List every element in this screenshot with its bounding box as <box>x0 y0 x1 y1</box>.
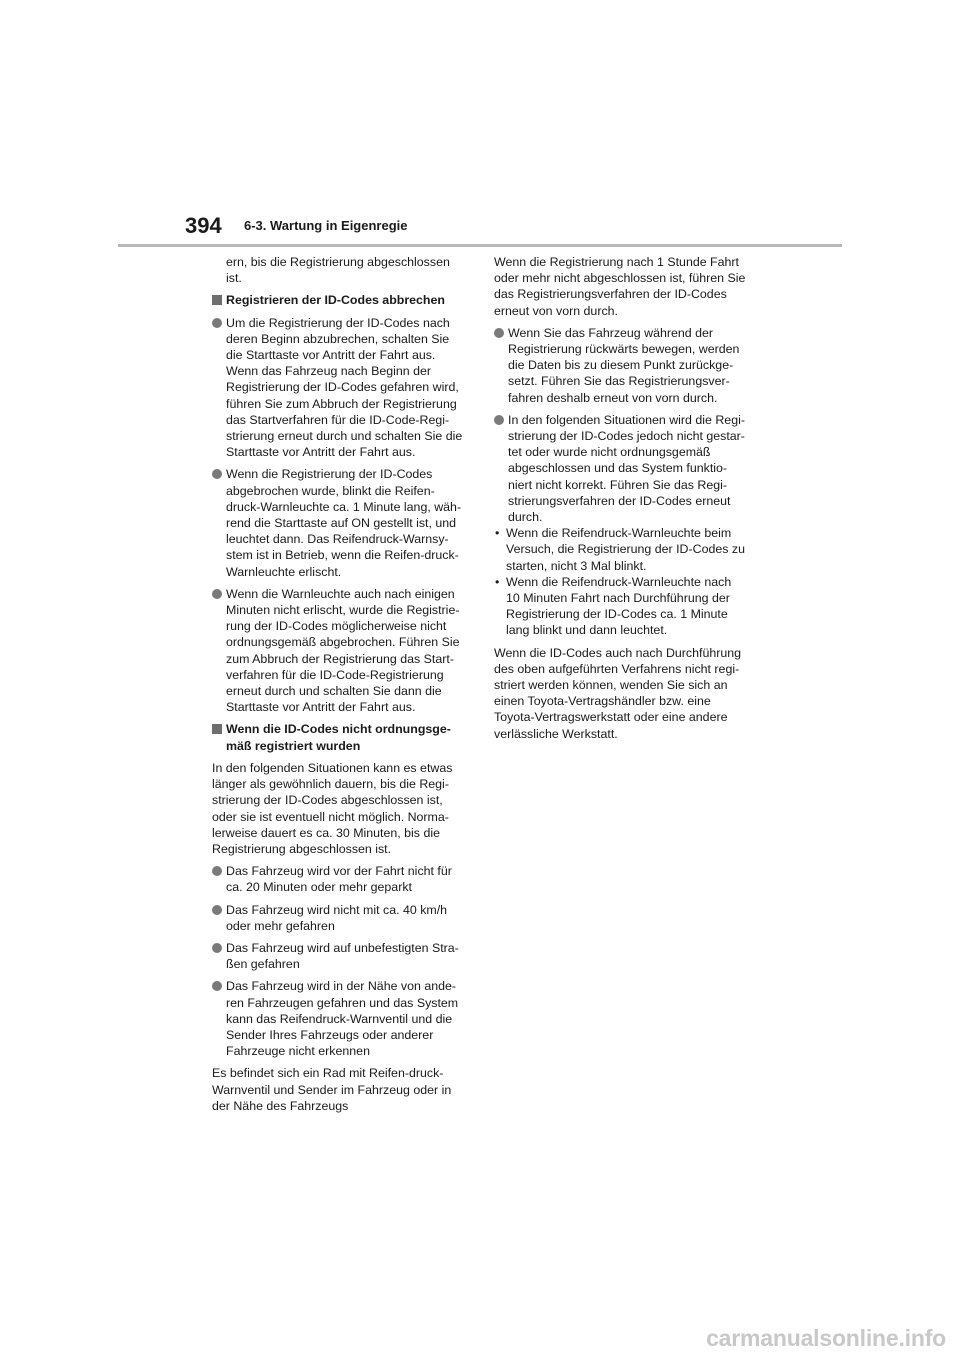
list-item-text: Das Fahrzeug wird vor der Fahrt nicht für ca. 20 Minuten oder mehr geparkt <box>226 864 452 895</box>
dash-bullet-icon: • <box>495 574 500 589</box>
circle-bullet-icon <box>212 318 222 328</box>
circle-bullet-icon <box>212 905 222 915</box>
circle-bullet-icon <box>494 328 504 338</box>
heading-abort-registration <box>212 292 464 308</box>
paragraph: Es befindet sich ein Rad mit Reifen-druck-Warnventil und Sender im Fahrzeug oder in der Nähe des Fahrzeugs <box>212 1066 452 1113</box>
circle-bullet-icon <box>212 866 222 876</box>
header-rule <box>118 244 842 247</box>
dash-item-text: Wenn die Reifendruck-Warnleuchte beim Versuch, die Registrierung der ID-Codes zu starten, nicht 3 Mal blinkt. <box>506 526 745 573</box>
continuation-text: ern, bis die Registrierung abgeschlossen ist. <box>226 255 450 286</box>
list-item-text: Das Fahrzeug wird auf unbefestigten Stra-ßen gefahren <box>226 940 459 972</box>
list-item <box>212 978 464 1059</box>
list-item <box>212 863 464 895</box>
list-item <box>494 325 746 406</box>
list-item-text: Das Fahrzeug wird nicht mit ca. 40 km/h oder mehr gefahren <box>226 902 448 933</box>
paragraph: Wenn die Registrierung nach 1 Stunde Fahrt oder mehr nicht abgeschlossen ist, führen Sie das Registrierungsverfahren der ID-Codes erneut von vorn durch. <box>494 255 746 318</box>
list-item-text: In den folgenden Situationen wird die Regi-strierung der ID-Codes jedoch nicht gestar-tet oder wurde nicht ordnungsgemäß abgeschlossen und das System funktio-niert nicht korrekt. Führen Sie das Regi-strierungsverfahren der ID-Codes erneut durch. <box>508 412 745 525</box>
list-item-text: Das Fahrzeug wird in der Nähe von ande-ren Fahrzeugen gefahren und das System kann das Reifendruck-Warnventil und die Sender Ihres Fahrzeugs oder anderer Fahrzeuge nicht erkennen <box>226 979 459 1059</box>
paragraph: In den folgenden Situationen kann es etwas länger als gewöhnlich dauern, bis die Regi-strierung der ID-Codes abgeschlossen ist, oder sie ist eventuell nicht möglich. Norma-lerweise dauert es ca. 30 Minuten, bis die Registrierung abgeschlossen ist. <box>212 760 453 856</box>
circle-bullet-icon <box>212 943 222 953</box>
circle-bullet-icon <box>212 981 222 991</box>
list-item-text: Wenn die Warnleuchte auch nach einigen Minuten nicht erlischt, wurde die Registrie-rung der ID-Codes möglicherweise nicht ordnungsgemäß abgebrochen. Führen Sie zum Abbruch der Registrierung das Start-verfahren für die ID-Code-Registrierung erneut durch und schalten Sie dann die Starttaste vor Antritt der Fahrt aus. <box>226 586 460 715</box>
dash-list-item <box>494 574 746 639</box>
circle-bullet-icon <box>212 469 222 479</box>
list-item <box>212 586 464 716</box>
list-item-text: Wenn Sie das Fahrzeug während der Registrierung rückwärts bewegen, werden die Daten bis zu diesem Punkt zurückge-setzt. Führen Sie das Registrierungsver-fahren deshalb erneut von vorn durch. <box>508 325 740 405</box>
square-bullet-icon <box>212 724 222 734</box>
right-column <box>494 254 746 748</box>
circle-bullet-icon <box>494 415 504 425</box>
circle-bullet-icon <box>212 589 222 599</box>
left-column <box>212 254 464 1120</box>
dash-item-text: Wenn die Reifendruck-Warnleuchte nach 10 Minuten Fahrt nach Durchführung der Registrierung der ID-Codes ca. 1 Minute lang blinkt und dann leuchtet. <box>506 574 732 638</box>
list-item <box>212 466 464 579</box>
square-bullet-icon <box>212 295 222 305</box>
heading-text: Wenn die ID-Codes nicht ordnungsge-mäß registriert wurden <box>226 722 451 753</box>
heading-not-registered <box>212 721 464 753</box>
heading-text: Registrieren der ID-Codes abbrechen <box>226 293 445 308</box>
list-item-text: Um die Registrierung der ID-Codes nach deren Beginn abzubrechen, schalten Sie die Starttaste vor Antritt der Fahrt aus. Wenn das Fahrzeug nach Beginn der Registrierung der ID-Codes gefahren wird, führen Sie zum Abbruch der Registrierung das Startverfahren für die ID-Code-Regi-strierung erneut durch und schalten Sie die Starttaste vor Antritt der Fahrt aus. <box>226 315 463 460</box>
dash-bullet-icon: • <box>495 526 500 541</box>
dash-list-item <box>494 525 746 574</box>
list-item <box>212 940 464 972</box>
list-item <box>494 412 746 525</box>
section-title: 6-3. Wartung in Eigenregie <box>244 218 408 233</box>
list-item <box>212 902 464 934</box>
list-item-text: Wenn die Registrierung der ID-Codes abgebrochen wurde, blinkt die Reifen-druck-Warnleuchte ca. 1 Minute lang, wäh-rend die Starttaste auf ON gestellt ist, und leuchtet dann. Das Reifendruck-Warnsy-stem ist in Betrieb, wenn die Reifen-druck-Warnleuchte erlischt. <box>226 467 462 579</box>
paragraph: Wenn die ID-Codes auch nach Durchführung des oben aufgeführten Verfahrens nicht regi-striert werden können, wenden Sie sich an einen Toyota-Vertragshändler bzw. eine Toyota-Vertragswerkstatt oder eine andere verlässliche Werkstatt. <box>494 645 742 741</box>
list-item <box>212 315 464 461</box>
watermark-text: carmanualsonline.info <box>706 1325 946 1351</box>
page-number: 394 <box>185 213 222 238</box>
